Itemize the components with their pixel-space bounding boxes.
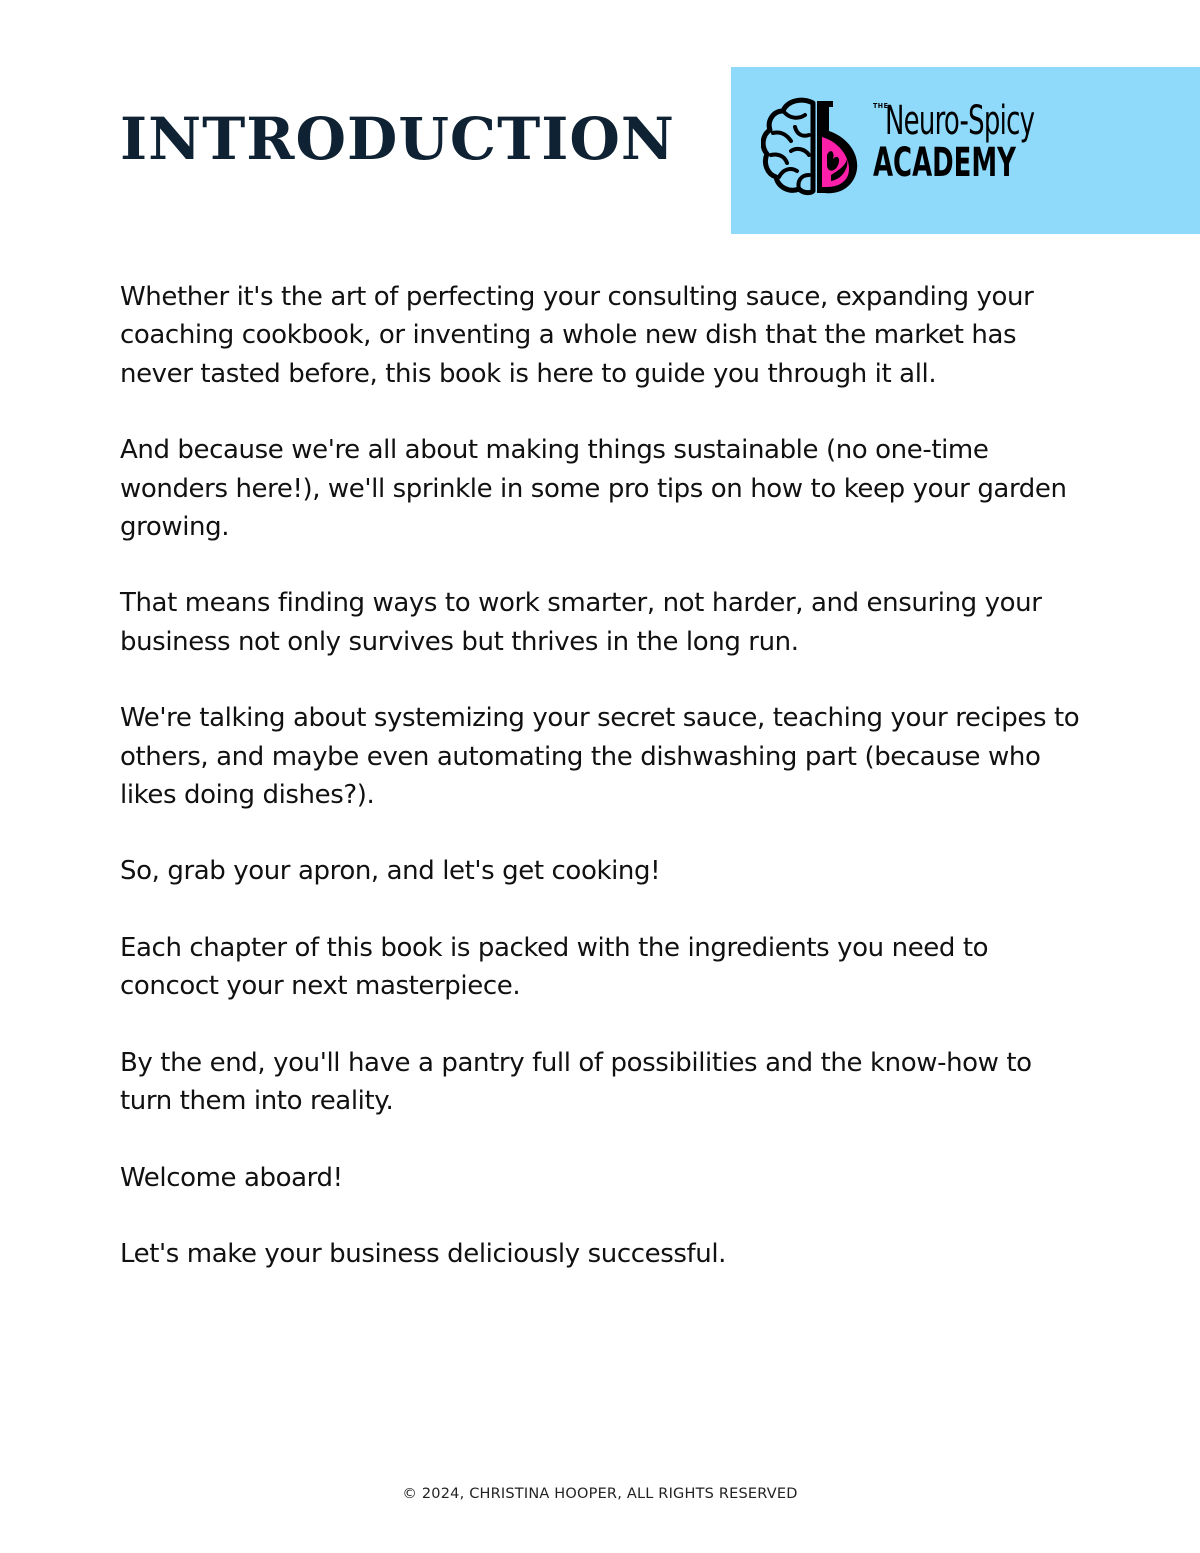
brain-flask-icon xyxy=(761,97,865,197)
paragraph: By the end, you'll have a pantry full of possibilities and the know-how to turn them into reality. xyxy=(120,1047,1032,1117)
introduction-body xyxy=(120,278,1080,1311)
paragraph: Each chapter of this book is packed with the ingredients you need to concoct your next masterpiece. xyxy=(120,932,989,1002)
logo-neuro-spicy-label: Neuro-Spicy xyxy=(885,98,1035,144)
paragraph: We're talking about systemizing your secret sauce, teaching your recipes to others, and maybe even automating the dishwashing part (because who likes doing dishes?). xyxy=(120,703,1080,811)
page-title: INTRODUCTION xyxy=(120,105,675,173)
paragraph: So, grab your apron, and let's get cooking! xyxy=(120,856,661,887)
logo-the-label: THE xyxy=(873,102,889,110)
paragraph: That means finding ways to work smarter, not harder, and ensuring your business not only survives but thrives in the long run. xyxy=(120,588,1042,657)
paragraph: Whether it's the art of perfecting your consulting sauce, expanding your coaching cookbook, or inventing a whole new dish that the market has never tasted before, this book is here to guide you through it all. xyxy=(120,282,1034,389)
logo-academy-label: ACADEMY xyxy=(873,140,1016,186)
copyright-footer: © 2024, CHRISTINA HOOPER, ALL RIGHTS RESERVED xyxy=(402,1486,798,1502)
academy-logo xyxy=(731,67,1200,234)
paragraph: Let's make your business deliciously successful. xyxy=(120,1238,727,1269)
paragraph: Welcome aboard! xyxy=(120,1162,343,1193)
paragraph: And because we're all about making things sustainable (no one-time wonders here!), we'll sprinkle in some pro tips on how to keep your garden growing. xyxy=(120,435,1067,543)
